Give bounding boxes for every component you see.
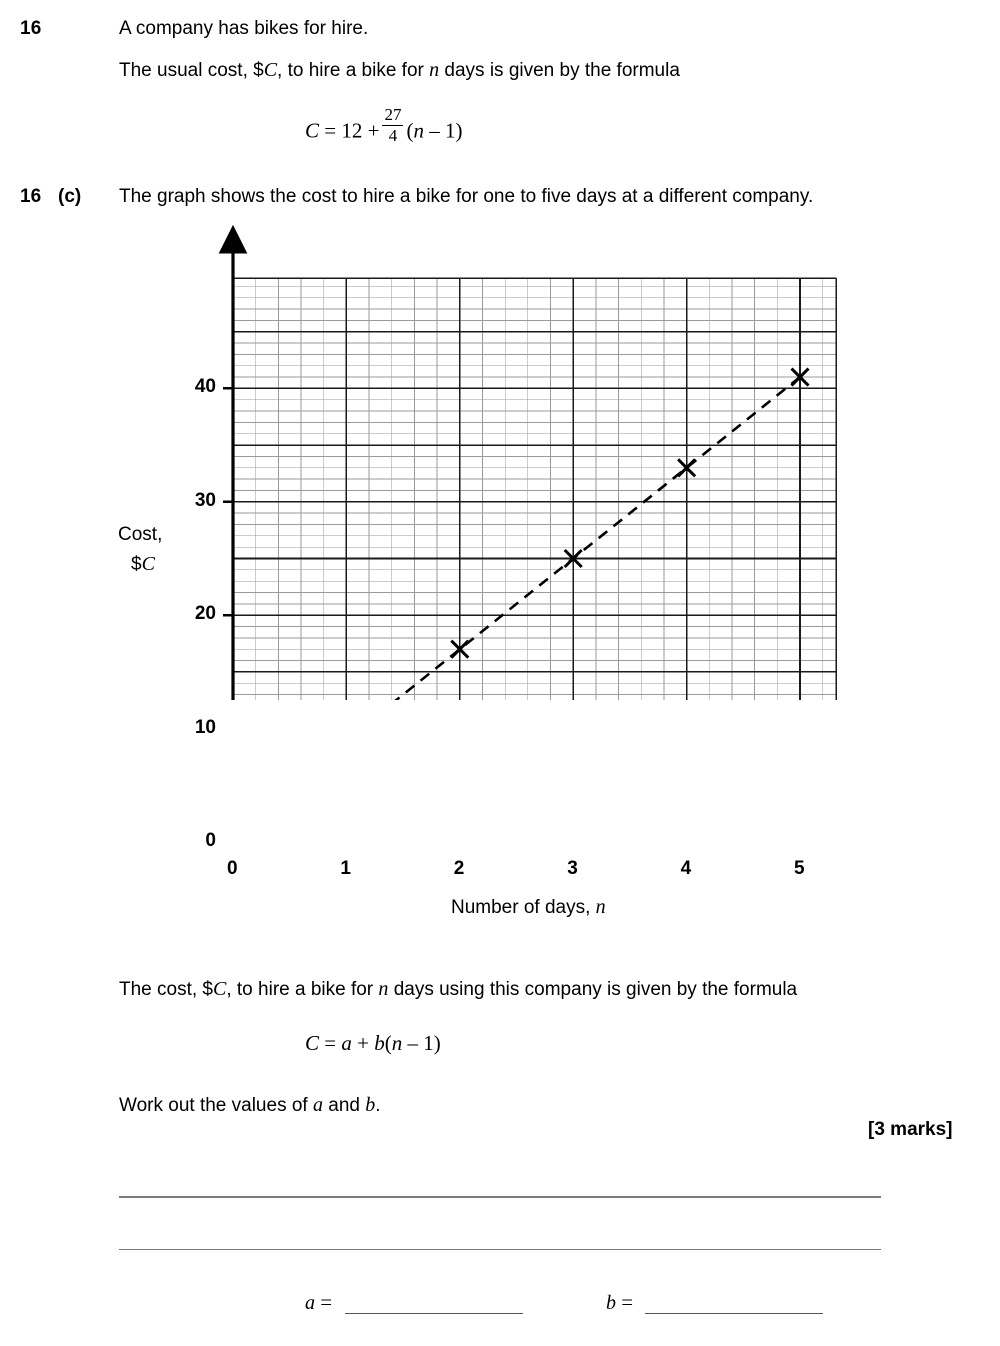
y-tick-label-30: 30	[194, 489, 216, 511]
lower-text-line-2	[119, 1093, 381, 1118]
part-question-text: The graph shows the cost to hire a bike for one to five days at a different company.	[119, 186, 814, 207]
formula2-tail: – 1)	[402, 1031, 441, 1055]
x-tick-label-2: 2	[453, 858, 465, 879]
marks-allocation: [3 marks]	[868, 1119, 953, 1140]
formula2-var-a: a	[341, 1031, 352, 1055]
formula1-eq: = 12 +	[324, 118, 380, 143]
trend-line	[346, 377, 800, 700]
lower-text-c: days using this company is given by the formula	[388, 979, 798, 1000]
formula1-paren-open: (	[406, 118, 414, 143]
answer-rule-line-2[interactable]	[119, 1249, 881, 1250]
lower-var-n: n	[378, 978, 389, 1000]
x-axis-var-n: n	[595, 896, 606, 918]
formula1-var-n: n	[413, 118, 424, 143]
workout-text-c: .	[375, 1095, 381, 1116]
answer-a-label	[305, 1290, 332, 1315]
fraction-numerator: 27	[384, 104, 402, 124]
data-series	[338, 369, 809, 700]
answer-b-equals: =	[621, 1290, 634, 1314]
formula2-eq: =	[324, 1031, 337, 1055]
workout-text-a: Work out the values of	[119, 1095, 313, 1116]
answer-rule-line-1[interactable]	[119, 1196, 881, 1198]
formula2-plus: +	[357, 1031, 369, 1055]
question-intro-line-1: A company has bikes for hire.	[119, 18, 369, 39]
formula2-paren-open: (	[384, 1031, 392, 1055]
x-tick-label-1: 1	[340, 858, 351, 879]
x-tick-label-5: 5	[794, 858, 805, 879]
workout-var-a: a	[312, 1094, 323, 1116]
lower-text-a: The cost, $	[119, 979, 213, 1000]
answer-a-equals: =	[320, 1290, 333, 1314]
answer-a-var: a	[305, 1292, 315, 1314]
workout-var-b: b	[365, 1094, 376, 1116]
formula1-tail: – 1)	[423, 118, 463, 143]
y-tick-label-20: 20	[194, 603, 216, 625]
axes	[233, 250, 881, 700]
lower-text-line-1	[119, 977, 797, 1002]
x-axis-label-text: Number of days,	[451, 897, 596, 918]
intro-var-C: C	[263, 59, 278, 81]
data-point-marker	[565, 550, 582, 567]
grid-minor-lines	[233, 278, 836, 700]
intro-text-b: , to hire a bike for	[277, 60, 430, 81]
y-axis-var-C: C	[141, 553, 155, 575]
part-letter: (c)	[58, 186, 82, 207]
workout-text-b: and	[322, 1095, 366, 1116]
answer-b-field[interactable]	[645, 1313, 823, 1314]
part-question-number: 16	[20, 186, 42, 207]
x-tick-label-4: 4	[680, 858, 692, 879]
y-tick-label-40: 40	[194, 376, 216, 398]
lower-var-C: C	[213, 978, 227, 1000]
data-point-marker	[792, 369, 809, 386]
answer-a-field[interactable]	[345, 1313, 523, 1314]
y-tick-label-0: 0	[205, 830, 216, 851]
y-axis-label-line1: Cost,	[118, 524, 163, 545]
formula2-lhs: C	[305, 1031, 320, 1055]
question-intro-line-2	[119, 58, 680, 83]
formula2-var-n: n	[391, 1031, 403, 1055]
formula1-lhs: C	[305, 118, 320, 143]
answer-b-label	[606, 1290, 633, 1315]
y-tick-label-10: 10	[194, 716, 216, 738]
fraction-denominator: 4	[388, 125, 398, 145]
formula-company-cost	[305, 1031, 441, 1056]
fraction-27-4	[382, 106, 403, 145]
y-axis-label-line2	[131, 553, 155, 576]
y-axis-dollar: $	[131, 554, 142, 575]
intro-text-a: The usual cost, $	[119, 60, 264, 81]
x-tick-label-3: 3	[567, 858, 578, 879]
answer-b-var: b	[606, 1292, 616, 1314]
formula-usual-cost	[305, 104, 463, 151]
x-axis-label	[451, 896, 606, 919]
intro-var-n: n	[429, 59, 440, 81]
lower-text-b: , to hire a bike for	[226, 979, 379, 1000]
axis-tick-marks	[223, 388, 800, 700]
x-tick-label-0: 0	[227, 858, 238, 879]
formula2-var-b: b	[374, 1031, 385, 1055]
question-number: 16	[20, 18, 42, 39]
grid-major-lines	[233, 278, 836, 700]
data-point-marker	[451, 641, 468, 658]
data-point-marker	[678, 459, 695, 476]
intro-text-c: days is given by the formula	[439, 60, 680, 81]
